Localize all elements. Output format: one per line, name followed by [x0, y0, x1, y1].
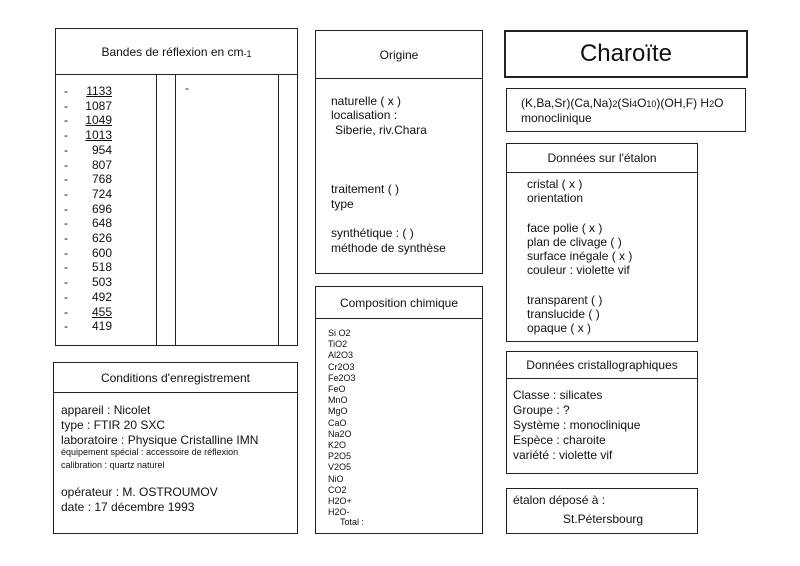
band-row — [64, 319, 112, 334]
origine-naturelle: naturelle ( x ) — [331, 94, 402, 108]
oxide-label: TiO2 — [328, 339, 348, 350]
band-value: 954 — [91, 142, 112, 157]
band-dash: - — [64, 84, 68, 98]
oxide-label: H2O- — [328, 507, 350, 518]
conditions-laboratoire: laboratoire : Physique Cristalline IMN — [61, 433, 259, 447]
formula-box — [506, 88, 746, 132]
oxide-label: Si O2 — [328, 328, 351, 338]
etalon-cristal: cristal ( x ) — [527, 177, 583, 191]
origine-localisation: localisation : — [331, 108, 398, 122]
band-value: 503 — [91, 275, 112, 290]
origine-type: type — [331, 197, 354, 211]
band-value: 696 — [91, 201, 112, 216]
origine-title: Origine — [379, 48, 419, 62]
band-value: 600 — [91, 245, 112, 260]
mineral-system: monoclinique — [521, 111, 592, 125]
oxide-label: NiO — [328, 473, 344, 484]
band-dash: - — [64, 289, 68, 304]
oxide-label: MnO — [328, 395, 348, 406]
etalon-translucide: translucide ( ) — [527, 307, 600, 321]
mineral-formula: (K,Ba,Sr)(Ca,Na)2(Si4O10)(OH,F) H2O — [521, 96, 724, 110]
band-dash: - — [64, 319, 68, 334]
band-row — [64, 305, 112, 320]
composition-panel — [315, 286, 483, 534]
bands-divider-2 — [175, 75, 176, 345]
band-dash: - — [64, 128, 68, 143]
mineral-name: Charoïte — [579, 40, 673, 67]
band-dash: - — [64, 157, 68, 172]
conditions-title: Conditions d'enregistrement — [100, 371, 251, 385]
oxide-label: V2O5 — [328, 462, 352, 473]
etalon-transparent: transparent ( ) — [527, 293, 603, 307]
cristallo-groupe: Groupe : ? — [513, 403, 570, 417]
band-value: 768 — [91, 172, 112, 187]
bands-title-unit: -1 — [243, 49, 252, 59]
band-value: 1013 — [85, 128, 112, 143]
conditions-panel — [53, 362, 298, 534]
band-row — [64, 143, 112, 158]
etalon-couleur: couleur : violette vif — [527, 263, 630, 277]
conditions-date: date : 17 décembre 1993 — [61, 500, 195, 514]
band-row — [64, 99, 112, 114]
band-dash: - — [64, 186, 68, 201]
band-dash: - — [64, 113, 68, 128]
band-value: 1087 — [85, 98, 112, 113]
composition-title: Composition chimique — [339, 296, 459, 310]
band-row — [64, 172, 112, 187]
etalon-face-polie: face polie ( x ) — [527, 221, 603, 235]
etalon-header — [507, 144, 697, 173]
band-value: 1049 — [85, 113, 112, 128]
oxide-label: Al2O3 — [328, 350, 354, 361]
band-dash: - — [64, 260, 68, 275]
band-value: 648 — [91, 216, 112, 231]
band-row — [64, 231, 112, 246]
band-value: 419 — [91, 319, 112, 334]
band-value: 724 — [91, 186, 112, 201]
band-dash: - — [64, 201, 68, 216]
band-row — [64, 128, 112, 143]
cristallo-panel — [506, 351, 698, 474]
bands-header — [56, 29, 297, 75]
conditions-operateur: opérateur : M. OSTROUMOV — [61, 485, 218, 499]
origine-header — [316, 31, 482, 79]
band-dash: - — [64, 304, 68, 319]
composition-total: Total : — [340, 517, 365, 527]
band-row — [64, 290, 112, 305]
oxide-label: MgO — [328, 406, 348, 417]
band-dash: - — [64, 245, 68, 260]
composition-header — [316, 287, 482, 319]
etalon-orientation: orientation — [527, 191, 584, 205]
band-row — [64, 216, 112, 231]
band-row — [64, 187, 112, 202]
band-dash: - — [64, 216, 68, 231]
cristallo-systeme: Système : monoclinique — [513, 418, 641, 432]
band-value: 518 — [91, 260, 112, 275]
band-row — [64, 113, 112, 128]
band-dash: - — [64, 275, 68, 290]
etalon-surface: surface inégale ( x ) — [527, 249, 633, 263]
composition-list — [328, 328, 356, 518]
oxide-label: Na2O — [328, 428, 352, 439]
oxide-label: FeO — [328, 384, 346, 395]
mineral-name-box — [504, 30, 748, 78]
bands-title: Bandes de réflexion en cm — [101, 45, 244, 59]
etalon-plan-clivage: plan de clivage ( ) — [527, 235, 622, 249]
origine-panel — [315, 30, 483, 274]
etalon-panel — [506, 143, 698, 342]
band-value: 807 — [91, 157, 112, 172]
conditions-appareil: appareil : Nicolet — [61, 403, 151, 417]
cristallo-variete: variété : violette vif — [513, 448, 613, 462]
depot-panel — [506, 488, 698, 534]
oxide-label: CO2 — [328, 484, 347, 495]
cristallo-header — [507, 352, 697, 379]
oxide-label: CaO — [328, 417, 347, 428]
bands-second-col-dash: - — [185, 81, 189, 95]
origine-synthetique: synthétique : ( ) — [331, 226, 414, 240]
cristallo-classe: Classe : silicates — [513, 388, 603, 402]
cristallo-espece: Espèce : charoite — [513, 433, 606, 447]
origine-localisation-value: Siberie, riv.Chara — [335, 123, 427, 137]
band-dash: - — [64, 231, 68, 246]
bands-panel — [55, 28, 298, 346]
conditions-equipement: équipement spécial : accessoire de réflexion — [61, 447, 239, 457]
band-value: 1133 — [86, 84, 112, 98]
band-dash: - — [64, 172, 68, 187]
conditions-type: type : FTIR 20 SXC — [61, 418, 166, 432]
oxide-label: K2O — [328, 440, 347, 451]
origine-traitement: traitement ( ) — [331, 182, 400, 196]
band-row — [64, 84, 112, 99]
oxide-label: H2O+ — [328, 496, 352, 507]
bands-list — [64, 84, 112, 334]
band-row — [64, 158, 112, 173]
bands-divider-3 — [278, 75, 279, 345]
depot-label: étalon déposé à : — [513, 493, 606, 507]
band-row — [64, 275, 112, 290]
oxide-label: Fe2O3 — [328, 372, 356, 383]
band-value: 492 — [91, 289, 112, 304]
depot-place: St.Pétersbourg — [563, 512, 644, 526]
conditions-header — [54, 363, 297, 393]
conditions-calibration: calibration : quartz naturel — [61, 460, 165, 470]
band-row — [64, 246, 112, 261]
band-value: 455 — [91, 304, 112, 319]
cristallo-title: Données cristallographiques — [526, 358, 678, 372]
band-row — [64, 260, 112, 275]
band-row — [64, 202, 112, 217]
band-dash: - — [64, 98, 68, 113]
band-value: 626 — [91, 231, 112, 246]
oxide-label: P2O5 — [328, 451, 352, 462]
etalon-opaque: opaque ( x ) — [527, 321, 592, 335]
origine-methode: méthode de synthèse — [331, 241, 446, 255]
bands-divider-1 — [156, 75, 157, 345]
etalon-title: Données sur l'étalon — [547, 151, 657, 165]
band-dash: - — [64, 142, 68, 157]
oxide-label: Cr2O3 — [328, 361, 355, 372]
